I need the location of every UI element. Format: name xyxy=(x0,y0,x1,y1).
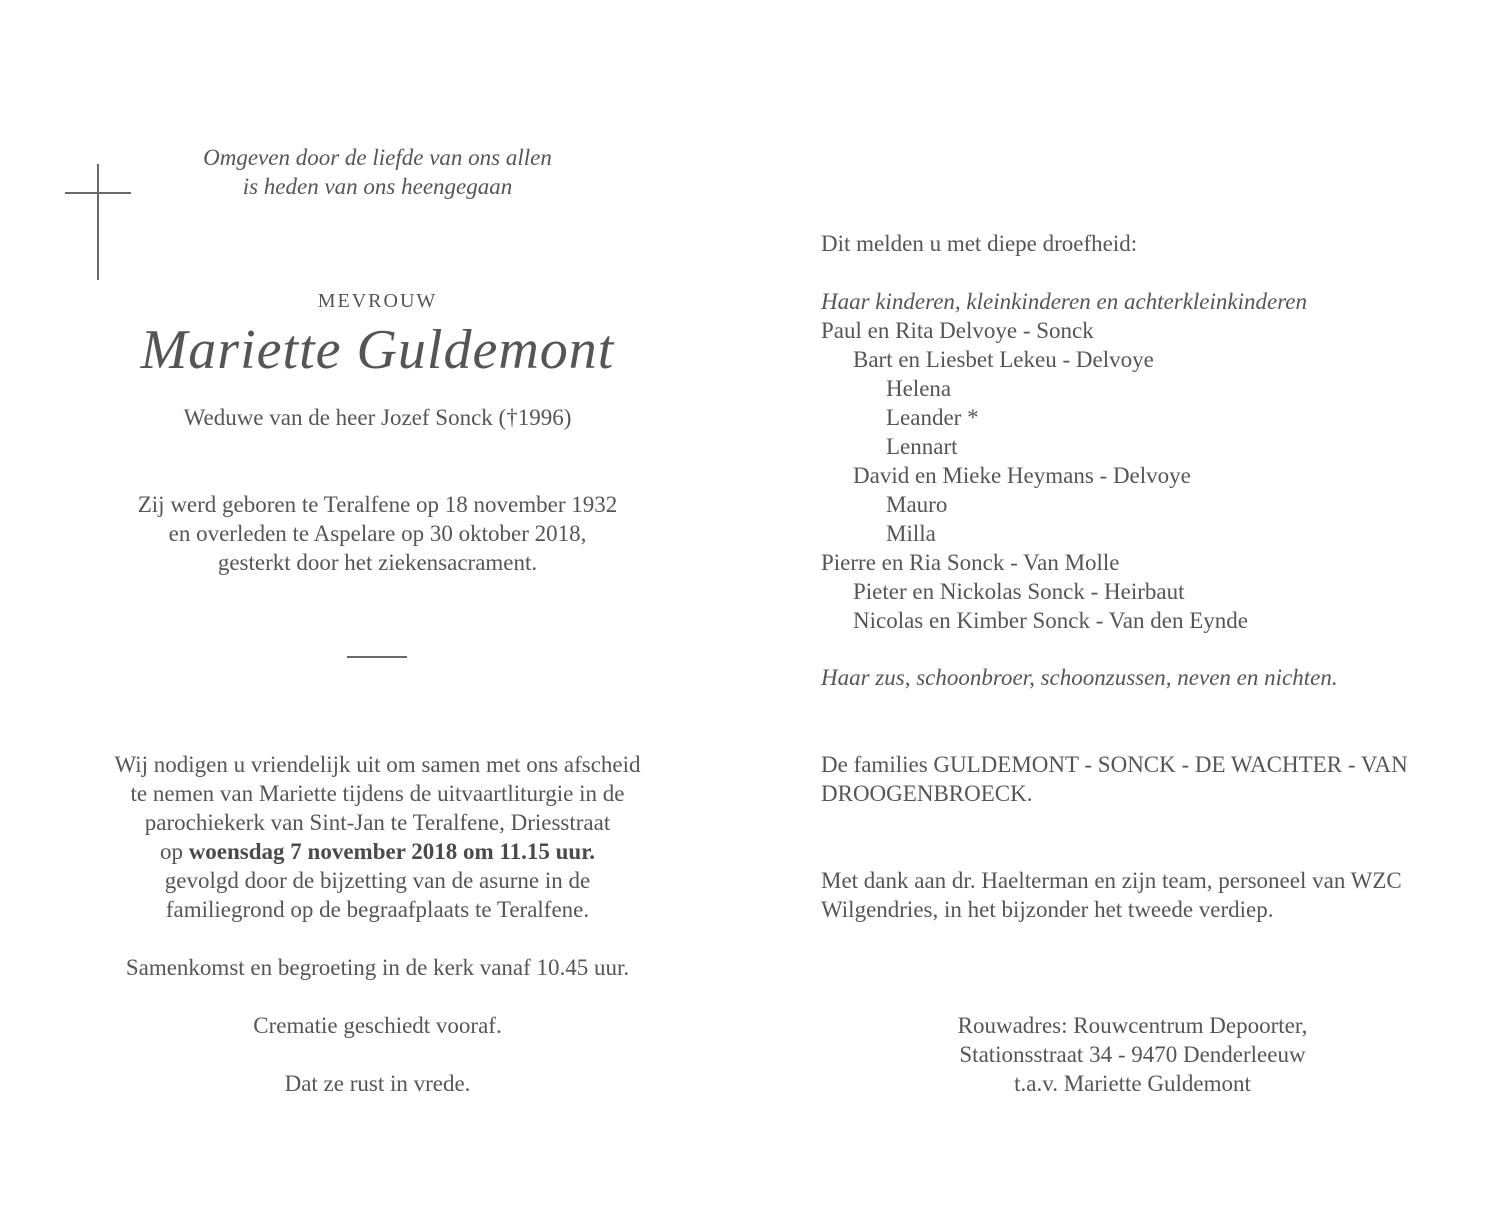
birth-line: Zij werd geboren te Teralfene op 18 november 1932 xyxy=(137,492,618,517)
family-members xyxy=(821,316,1461,635)
invite-line: familiegrond op de begraafplaats te Teralfene. xyxy=(165,897,590,922)
birth-line: en overleden te Aspelare op 30 oktober 2018, xyxy=(168,521,587,546)
family-member: David en Mieke Heymans - Delvoye xyxy=(853,463,1191,488)
family-list xyxy=(821,287,1461,635)
family-member: Milla xyxy=(886,521,936,546)
motto-line: is heden van ons heengegaan xyxy=(242,174,513,199)
invite-line: parochiekerk van Sint-Jan te Teralfene, Driesstraat xyxy=(144,810,611,835)
invite-date-prefix: op xyxy=(159,839,183,864)
birth-line: gesterkt door het ziekensacrament. xyxy=(217,550,538,575)
address-line: Rouwadres: Rouwcentrum Depoorter, xyxy=(957,1013,1308,1038)
gathering-info: Samenkomst en begroeting in de kerk vanaf 10.45 uur. xyxy=(125,955,630,980)
divider xyxy=(347,656,407,658)
family-member: Paul en Rita Delvoye - Sonck xyxy=(821,318,1094,343)
funeral-invitation xyxy=(90,750,665,924)
family-member: Leander * xyxy=(886,405,979,430)
address-line: t.a.v. Mariette Guldemont xyxy=(1014,1071,1251,1096)
families xyxy=(821,750,1461,808)
invite-line: Wij nodigen u vriendelijk uit om samen met ons afscheid xyxy=(114,752,641,777)
thanks xyxy=(821,866,1461,924)
family-heading: Haar kinderen, kleinkinderen en achterkleinkinderen xyxy=(821,289,1308,314)
family-member: Pierre en Ria Sonck - Van Molle xyxy=(821,550,1120,575)
family-member: Lennart xyxy=(886,434,958,459)
funeral-date: woensdag 7 november 2018 om 11.15 uur. xyxy=(188,839,596,864)
family-member: Helena xyxy=(886,376,952,401)
announcement: Dit melden u met diepe droefheid: xyxy=(821,231,1138,256)
address-line: Stationsstraat 34 - 9470 Denderleeuw xyxy=(959,1042,1306,1067)
widow-line: Weduwe van de heer Jozef Sonck (†1996) xyxy=(183,405,572,430)
families-line: DROOGENBROECK. xyxy=(821,781,1033,806)
family-member: Mauro xyxy=(886,492,948,517)
thanks-line: Met dank aan dr. Haelterman en zijn team, personeel van WZC xyxy=(821,868,1402,893)
title: MEVROUW xyxy=(317,290,438,312)
motto xyxy=(90,143,665,201)
mourning-address xyxy=(880,1011,1385,1098)
motto-line: Omgeven door de liefde van ons allen xyxy=(203,145,552,170)
family-member: Pieter en Nickolas Sonck - Heirbaut xyxy=(853,579,1185,604)
relatives: Haar zus, schoonbroer, schoonzussen, neven en nichten. xyxy=(821,665,1338,690)
invite-line: gevolgd door de bijzetting van de asurne in de xyxy=(164,868,591,893)
invite-line: te nemen van Mariette tijdens de uitvaartliturgie in de xyxy=(130,781,625,806)
deceased-name: Mariette Guldemont xyxy=(140,319,615,381)
thanks-line: Wilgendries, in het bijzonder het tweede verdiep. xyxy=(821,897,1274,922)
families-line: De families GULDEMONT - SONCK - DE WACHTER - VAN xyxy=(821,752,1408,777)
cremation-info: Crematie geschiedt vooraf. xyxy=(253,1013,502,1038)
family-member: Nicolas en Kimber Sonck - Van den Eynde xyxy=(853,608,1248,633)
rest-in-peace: Dat ze rust in vrede. xyxy=(284,1071,471,1096)
birth-death-info xyxy=(90,490,665,577)
family-member: Bart en Liesbet Lekeu - Delvoye xyxy=(853,347,1154,372)
invite-line xyxy=(90,837,665,866)
